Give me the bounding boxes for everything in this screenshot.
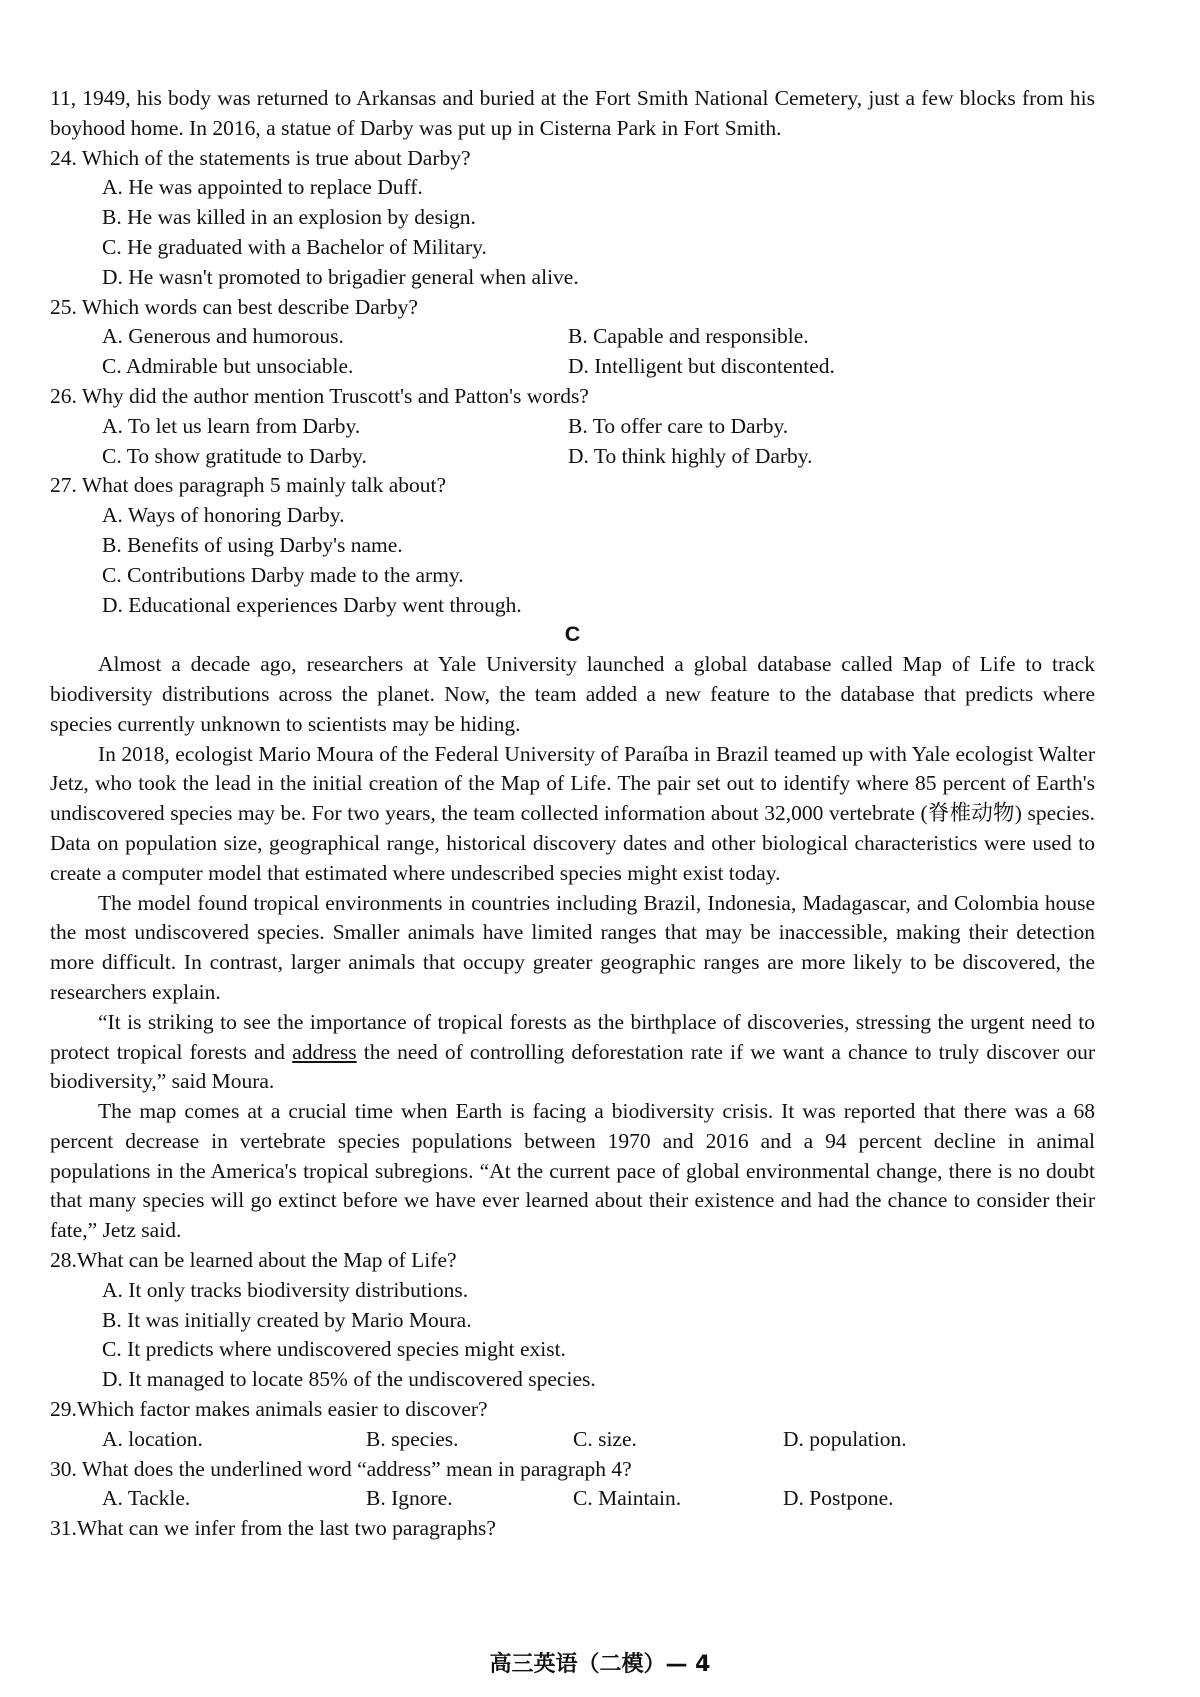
passage-paragraph-5: The map comes at a crucial time when Earth is facing a biodiversity crisis. It was reported that there was a 68 percent decrease in vertebrate species populations between 1970 and 2016 and a 94 percent decline in animal populations in the America's tropical subregions. “At the current pace of global environmental change, there is no doubt that many species will go extinct before we have ever learned about their existence and had the chance to consider their fate,” Jetz said. — [50, 1099, 1095, 1243]
question-25 — [50, 293, 1095, 382]
question-28 — [50, 1246, 1095, 1395]
options-row — [102, 1484, 1095, 1514]
option-a: A. Ways of honoring Darby. — [102, 503, 345, 528]
option-c: C. It predicts where undiscovered species might exist. — [102, 1337, 566, 1362]
option-a: A. location. — [102, 1426, 203, 1451]
passage-paragraph-3: The model found tropical environments in countries including Brazil, Indonesia, Madagascar, and Colombia house the most undiscovered species. Smaller animals have limited ranges that may be inaccessible, making their detection more difficult. In contrast, larger animals that occupy greater geographic ranges are more likely to be discovered, the researchers explain. — [50, 890, 1095, 1004]
question-31 — [50, 1514, 1095, 1544]
option-b: B. species. — [366, 1426, 459, 1451]
page-content — [50, 84, 1095, 1544]
option-c: C. To show gratitude to Darby. — [102, 443, 367, 468]
option-a: A. Generous and humorous. — [102, 324, 344, 349]
question-stem: 31.What can we infer from the last two paragraphs? — [50, 1516, 496, 1541]
question-stem: 30. What does the underlined word “address” mean in paragraph 4? — [50, 1456, 632, 1481]
question-stem: 26. Why did the author mention Truscott's and Patton's words? — [50, 383, 589, 408]
passage-paragraph-4 — [50, 1008, 1095, 1097]
question-stem: 28.What can be learned about the Map of Life? — [50, 1248, 457, 1273]
options-row — [102, 1425, 1095, 1455]
option-b: B. To offer care to Darby. — [568, 413, 789, 438]
question-stem: 25. Which words can best describe Darby? — [50, 294, 418, 319]
question-27 — [50, 471, 1095, 620]
option-d: D. To think highly of Darby. — [568, 443, 813, 468]
options-row — [102, 442, 1095, 472]
option-d: D. Postpone. — [783, 1486, 894, 1511]
option-d: D. It managed to locate 85% of the undiscovered species. — [102, 1367, 596, 1392]
underlined-word: address — [292, 1039, 357, 1064]
question-stem: 29.Which factor makes animals easier to discover? — [50, 1397, 488, 1422]
option-d: D. He wasn't promoted to brigadier general when alive. — [102, 264, 579, 289]
option-b: B. It was initially created by Mario Moura. — [102, 1307, 472, 1332]
option-a: A. It only tracks biodiversity distributions. — [102, 1277, 469, 1302]
option-c: C. Contributions Darby made to the army. — [102, 562, 464, 587]
question-30 — [50, 1455, 1095, 1515]
question-29 — [50, 1395, 1095, 1455]
option-d: D. Educational experiences Darby went through. — [102, 592, 522, 617]
option-c: C. Maintain. — [573, 1486, 682, 1511]
passage-paragraph-2: In 2018, ecologist Mario Moura of the Federal University of Paraíba in Brazil teamed up with Yale ecologist Walter Jetz, who took the lead in the initial creation of the Map of Life. The pair set out to identify where 85 percent of Earth's undiscovered species may be. For two years, the team collected information about 32,000 vertebrate (脊椎动物) species. Data on population size, geographical range, historical discovery dates and other biological characteristics were used to create a computer model that estimated where undescribed species might exist today. — [50, 741, 1095, 885]
option-d: D. population. — [783, 1426, 907, 1451]
question-26 — [50, 382, 1095, 471]
option-d: D. Intelligent but discontented. — [568, 354, 835, 379]
option-c: C. size. — [573, 1426, 637, 1451]
paragraph-text: “It is striking to see the importance of tropical forests as the birthplace of discoveries, stressing the urgent need to protect tropical forests and — [50, 1009, 1095, 1064]
options-row — [102, 352, 1095, 382]
option-b: B. Ignore. — [366, 1486, 453, 1511]
option-b: B. He was killed in an explosion by design. — [102, 205, 476, 230]
options-row — [102, 412, 1095, 442]
options-row — [102, 322, 1095, 352]
option-c: C. He graduated with a Bachelor of Military. — [102, 234, 487, 259]
question-stem: 27. What does paragraph 5 mainly talk about? — [50, 473, 447, 498]
option-a: A. Tackle. — [102, 1486, 191, 1511]
option-c: C. Admirable but unsociable. — [102, 354, 354, 379]
question-stem: 24. Which of the statements is true about Darby? — [50, 145, 471, 170]
section-heading: C — [564, 622, 581, 647]
passage-paragraph-1: Almost a decade ago, researchers at Yale University launched a global database called Map of Life to track biodiversity distributions across the planet. Now, the team added a new feature to the database that predicts where species currently unknown to scientists may be hiding. — [50, 652, 1095, 736]
intro-paragraph: 11, 1949, his body was returned to Arkansas and buried at the Fort Smith National Cemetery, just a few blocks from his boyhood home. In 2016, a statue of Darby was put up in Cisterna Park in Fort Smith. — [50, 86, 1095, 140]
option-b: B. Capable and responsible. — [568, 324, 809, 349]
paragraph-text: the need of controlling deforestation rate if we want a chance to truly discover our biodiversity,” said Moura. — [50, 1039, 1095, 1094]
page-footer: 高三英语（二模）— 4 — [489, 1652, 711, 1677]
option-b: B. Benefits of using Darby's name. — [102, 532, 403, 557]
option-a: A. To let us learn from Darby. — [102, 413, 361, 438]
option-a: A. He was appointed to replace Duff. — [102, 175, 423, 200]
question-24 — [50, 144, 1095, 293]
